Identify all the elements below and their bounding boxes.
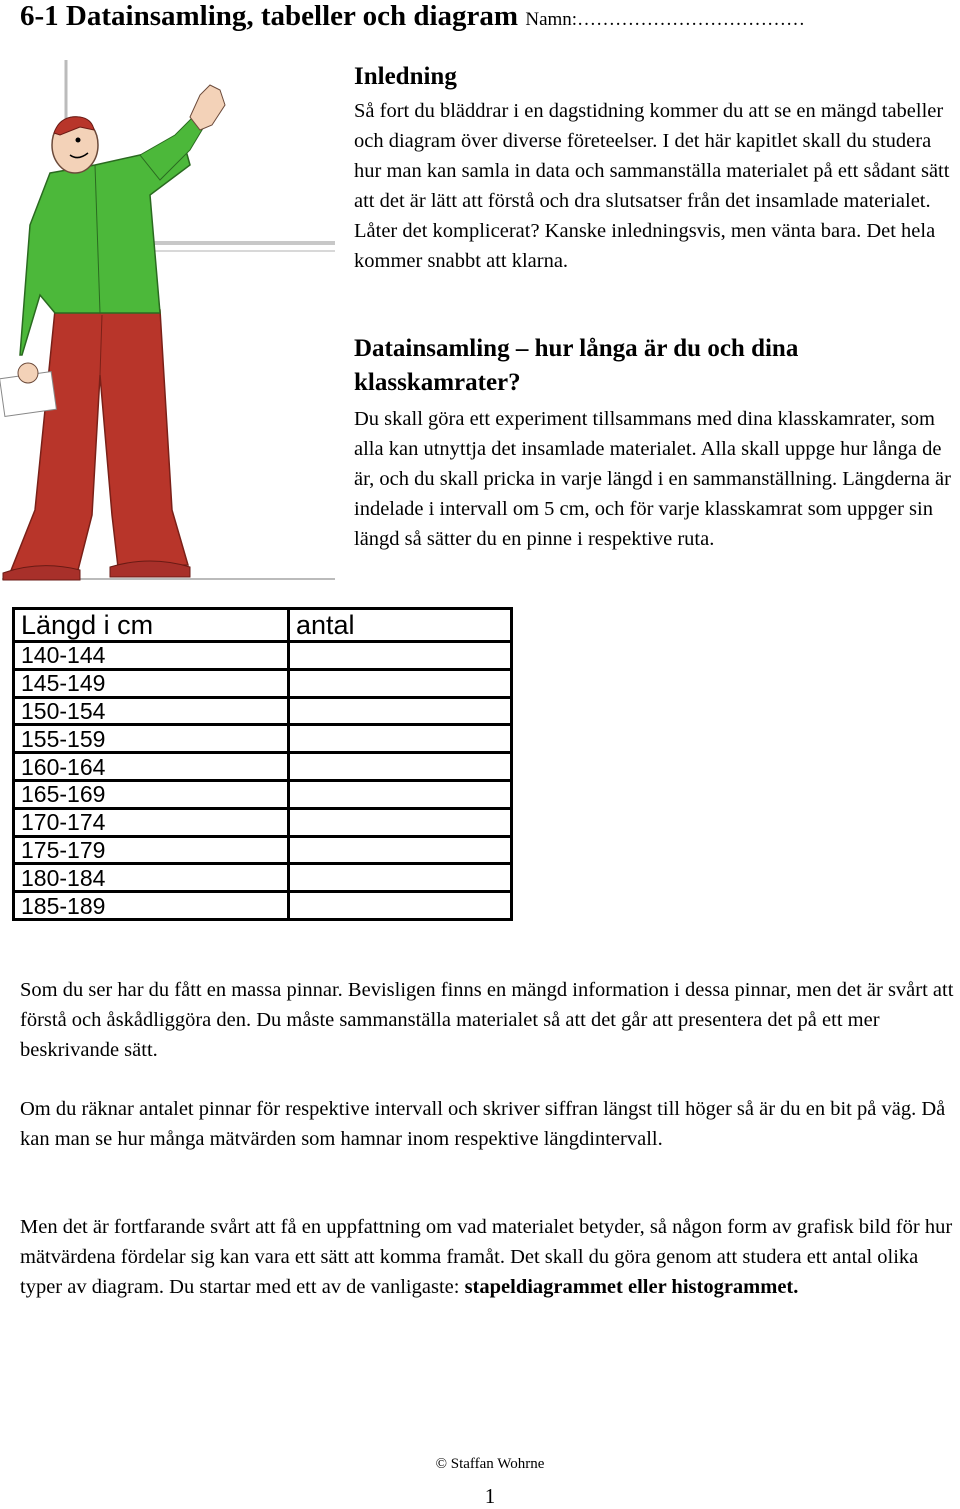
interval-cell: 160-164 xyxy=(14,753,289,781)
intro-section xyxy=(354,60,954,276)
table-row xyxy=(14,697,512,725)
page-number: 1 xyxy=(484,1484,496,1508)
table-row xyxy=(14,892,512,920)
count-cell[interactable] xyxy=(289,892,512,920)
table-row xyxy=(14,836,512,864)
interval-cell: 140-144 xyxy=(14,642,289,670)
interval-cell: 185-189 xyxy=(14,892,289,920)
count-cell[interactable] xyxy=(289,753,512,781)
count-cell[interactable] xyxy=(289,864,512,892)
interval-cell: 150-154 xyxy=(14,697,289,725)
table-row xyxy=(14,864,512,892)
table-row xyxy=(14,642,512,670)
interval-cell: 180-184 xyxy=(14,864,289,892)
copyright-notice: © Staffan Wohrne xyxy=(435,1456,545,1472)
table-header-row xyxy=(14,609,512,642)
body-paragraph-3-text: Men det är fortfarande svårt att få en uppfattning om vad materialet betyder, så någon form av grafisk bild för hur mätvärdena fördelar sig kan vara ett sätt att komma framåt. Det skall du göra genom att studera ett antal olika typer av diagram. Du startar med ett av de vanligaste: xyxy=(20,1216,953,1298)
interval-cell: 145-149 xyxy=(14,669,289,697)
table-row xyxy=(14,753,512,781)
body-paragraph-3 xyxy=(20,1212,960,1302)
body-paragraph-1: Som du ser har du fått en massa pinnar. Bevisligen finns en mängd information i dessa pinnar, men det är svårt att förstå och åskådliggöra den. Du måste sammanställa materialet så att det går att presentera det på ett mer beskrivande sätt. xyxy=(20,979,954,1061)
intro-heading: Inledning xyxy=(354,63,457,90)
column-header-count: antal xyxy=(289,609,512,642)
count-cell[interactable] xyxy=(289,836,512,864)
count-cell[interactable] xyxy=(289,725,512,753)
count-cell[interactable] xyxy=(289,780,512,808)
count-cell[interactable] xyxy=(289,642,512,670)
intro-paragraph: Så fort du bläddrar i en dagstidning kommer du att se en mängd tabeller och diagram över diverse företeelser. I det här kapitlet skall du studera hur man kan samla in data och sammanställa materialet på ett sådant sätt att det är lätt att förstå och dra slutsatser från det insamlade materialet. Låter det komplicerat? Kanske inledningsvis, men vänta bara. Det hela kommer snabbt att klarna. xyxy=(354,100,950,272)
table-row xyxy=(14,669,512,697)
section-heading: Datainsamling – hur långa är du och dina klasskamrater? xyxy=(354,335,799,396)
datainsamling-section xyxy=(354,332,954,554)
interval-cell: 170-174 xyxy=(14,808,289,836)
count-cell[interactable] xyxy=(289,669,512,697)
page-title xyxy=(20,0,805,33)
section-paragraph: Du skall göra ett experiment tillsammans med dina klasskamrater, som alla kan utnyttja det insamlade materialet. Alla skall uppge hur långa de är, och du skall pricka in varje längd i en sammanställning. Längderna är indelade i intervall om 5 cm, och för varje klasskamrat som uppger sin längd så sätter du en pinne i respektive ruta. xyxy=(354,408,951,550)
teacher-illustration xyxy=(0,55,340,585)
body-paragraph-2: Om du räknar antalet pinnar för respektive intervall och skriver siffran längst till höger så är du en bit på väg. Då kan man se hur många mätvärden som hamnar inom respektive längdintervall. xyxy=(20,1098,946,1150)
interval-cell: 175-179 xyxy=(14,836,289,864)
body-paragraph-3-bold: stapeldiagrammet eller histogrammet. xyxy=(464,1276,799,1298)
table-row xyxy=(14,725,512,753)
column-header-length: Längd i cm xyxy=(14,609,289,642)
count-cell[interactable] xyxy=(289,808,512,836)
name-field-label: Namn:……………………………… xyxy=(525,9,806,30)
table-row xyxy=(14,808,512,836)
interval-cell: 165-169 xyxy=(14,780,289,808)
tally-table xyxy=(12,607,513,921)
table-row xyxy=(14,780,512,808)
count-cell[interactable] xyxy=(289,697,512,725)
title-text: 6-1 Datainsamling, tabeller och diagram xyxy=(20,0,519,32)
interval-cell: 155-159 xyxy=(14,725,289,753)
